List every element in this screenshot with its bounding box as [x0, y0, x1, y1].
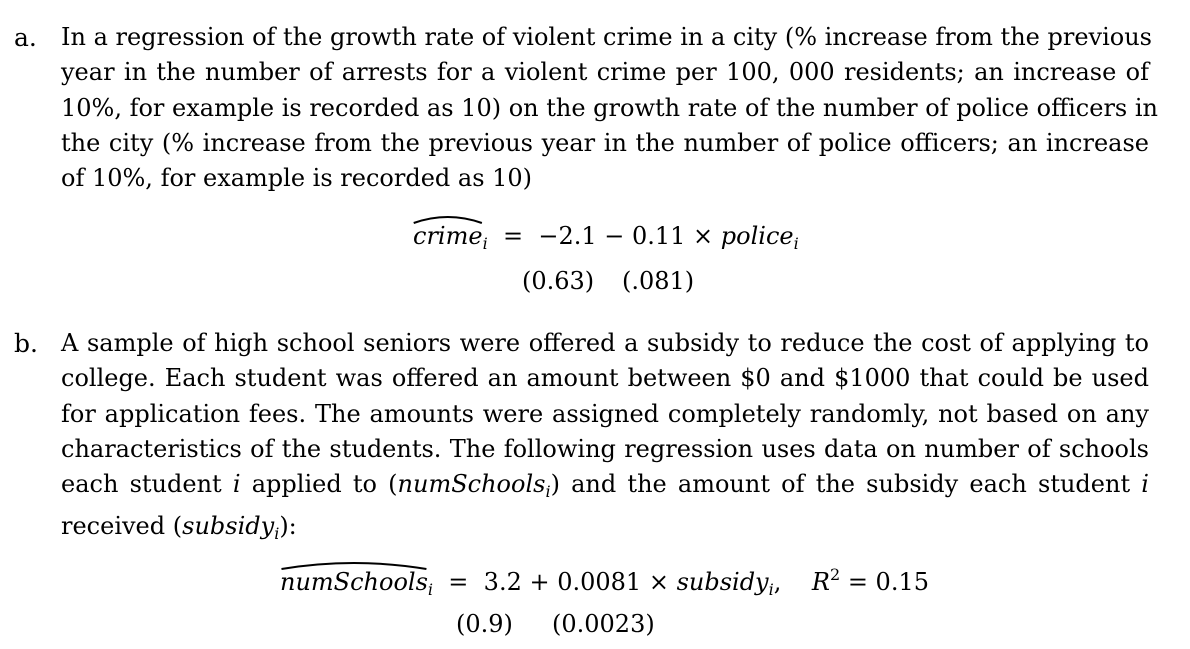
var-i: i — [1141, 470, 1149, 499]
se-coef-b: (0.0023) — [552, 610, 655, 638]
subscript: i — [274, 524, 280, 544]
item-marker-a: a. — [14, 23, 37, 52]
text-line: college. Each student was offered an amount between $0 and $1000 that could be used — [61, 364, 1149, 393]
equals-sign: = — [502, 222, 524, 250]
r-squared-value: = 0.15 — [847, 568, 929, 596]
crime-symbol: crime — [413, 222, 483, 250]
numschools-hat-term — [280, 568, 428, 596]
text-line — [61, 509, 1149, 551]
subscript: i — [793, 234, 799, 253]
text-line: In a regression of the growth rate of violent crime in a city (% increase from the previous — [61, 23, 1152, 51]
numschools-symbol: numSchools — [280, 568, 428, 596]
subsidy-symbol: subsidy — [676, 568, 769, 596]
numschools-symbol: numSchools — [397, 470, 546, 499]
paragraph-b — [61, 326, 1149, 552]
subsidy-symbol: subsidy — [182, 512, 275, 541]
text-fragment: ) and the amount of the subsidy each student — [550, 470, 1131, 499]
regression-equation-b — [280, 565, 929, 599]
subscript: i — [427, 580, 434, 599]
rhs-constant: −2.1 − 0.11 × — [538, 222, 714, 250]
text-fragment: received ( — [61, 512, 183, 541]
subscript: i — [545, 482, 551, 502]
se-const-b: (0.9) — [456, 610, 513, 638]
text-fragment: applied to ( — [251, 470, 398, 499]
text-line: A sample of high school seniors were offered a subsidy to reduce the cost of applying to — [61, 329, 1149, 357]
crime-hat-term — [413, 222, 483, 250]
hat-accent — [280, 560, 428, 570]
subscript: i — [482, 234, 488, 253]
item-marker-b: b. — [14, 329, 38, 358]
text-line: the city (% increase from the previous year in the number of police officers; an increase — [61, 128, 1149, 157]
equals-sign: = — [448, 568, 469, 596]
subscript: i — [768, 580, 774, 599]
paragraph-a — [61, 20, 1159, 196]
text-line: for application fees. The amounts were assigned completely randomly, not based on any — [61, 399, 1149, 428]
text-line: of 10%, for example is recorded as 10) — [61, 164, 533, 193]
regression-equation-a — [413, 222, 799, 253]
text-fragment: each student — [61, 470, 222, 499]
text-line — [61, 467, 1149, 509]
rhs-constant: 3.2 + 0.0081 × — [483, 568, 669, 596]
police-symbol: police — [720, 222, 794, 250]
text-line: 10%, for example is recorded as 10) on the growth rate of the number of police officers in — [61, 93, 1159, 122]
text-line: characteristics of the students. The following regression uses data on number of schools — [61, 434, 1149, 463]
var-i: i — [232, 470, 241, 499]
text-line: year in the number of arrests for a violent crime per 100, 000 residents; an increase of — [61, 58, 1149, 87]
hat-accent — [413, 214, 483, 224]
comma: , — [773, 568, 782, 596]
se-const-a: (0.63) — [522, 267, 595, 295]
superscript: 2 — [829, 565, 841, 584]
se-coef-a: (.081) — [622, 267, 695, 295]
r-squared-label: R — [811, 568, 830, 596]
text-fragment: ): — [279, 512, 297, 541]
